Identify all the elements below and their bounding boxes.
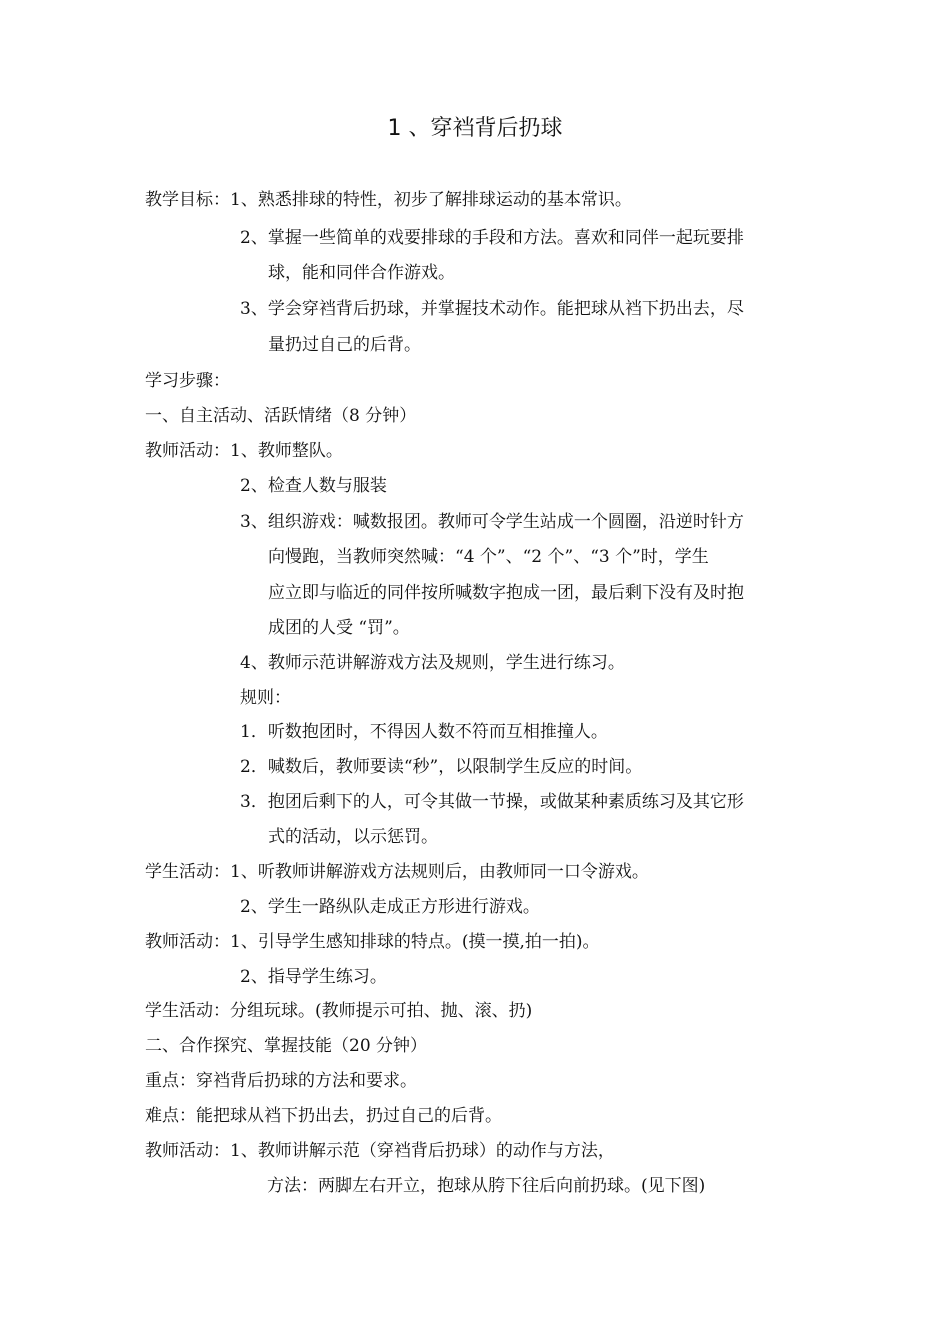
text-line: 量扔过自己的后背。 (268, 335, 421, 355)
text-line: 教师活动：1、引导学生感知排球的特点。(摸一摸,拍一拍)。 (145, 932, 600, 952)
section-heading: 一、自主活动、活跃情绪（8 分钟） (145, 406, 417, 426)
text-line: 教学目标：1、熟悉排球的特性，初步了解排球运动的基本常识。 (145, 190, 632, 210)
text-line: 2、学生一路纵队走成正方形进行游戏。 (240, 897, 540, 917)
text-line: 3、组织游戏：喊数报团。教师可令学生站成一个圆圈，沿逆时针方 (240, 512, 744, 532)
document-title: 1 、穿裆背后扔球 (387, 116, 563, 141)
text-line: 2、指导学生练习。 (240, 967, 387, 987)
text-line: 难点：能把球从裆下扔出去，扔过自己的后背。 (145, 1106, 502, 1126)
text-line: 4、教师示范讲解游戏方法及规则，学生进行练习。 (240, 653, 625, 673)
text-line: 向慢跑，当教师突然喊：“4 个”、“2 个”、“3 个”时，学生 (268, 547, 709, 567)
text-line: 2．喊数后，教师要读“秒”，以限制学生反应的时间。 (240, 757, 643, 777)
section-heading: 学习步骤： (145, 371, 230, 391)
text-line: 重点：穿裆背后扔球的方法和要求。 (145, 1071, 417, 1091)
text-line: 方法：两脚左右开立，抱球从胯下往后向前扔球。(见下图) (267, 1176, 706, 1196)
text-line: 2、检查人数与服装 (240, 476, 387, 496)
text-line: 2、掌握一些简单的戏要排球的手段和方法。喜欢和同伴一起玩要排 (240, 228, 744, 248)
text-line: 应立即与临近的同伴按所喊数字抱成一团，最后剩下没有及时抱 (268, 583, 744, 603)
text-line: 1．听数抱团时，不得因人数不符而互相推撞人。 (240, 722, 608, 742)
text-line: 教师活动：1、教师讲解示范（穿裆背后扔球）的动作与方法， (145, 1141, 615, 1161)
text-line: 球，能和同伴合作游戏。 (268, 263, 455, 283)
text-line: 规则： (240, 688, 291, 708)
section-heading: 二、合作探究、掌握技能（20 分钟） (145, 1036, 428, 1056)
text-line: 式的活动，以示惩罚。 (268, 827, 438, 847)
text-line: 教师活动：1、教师整队。 (145, 441, 343, 461)
text-line: 3、学会穿裆背后扔球，并掌握技术动作。能把球从裆下扔出去，尽 (240, 299, 744, 319)
text-line: 3．抱团后剩下的人，可令其做一节操，或做某种素质练习及其它形 (240, 792, 744, 812)
text-line: 成团的人受 “罚”。 (268, 618, 410, 638)
text-line: 学生活动：1、听教师讲解游戏方法规则后，由教师同一口令游戏。 (145, 862, 649, 882)
text-line: 学生活动：分组玩球。(教师提示可拍、抛、滚、扔) (145, 1001, 533, 1021)
